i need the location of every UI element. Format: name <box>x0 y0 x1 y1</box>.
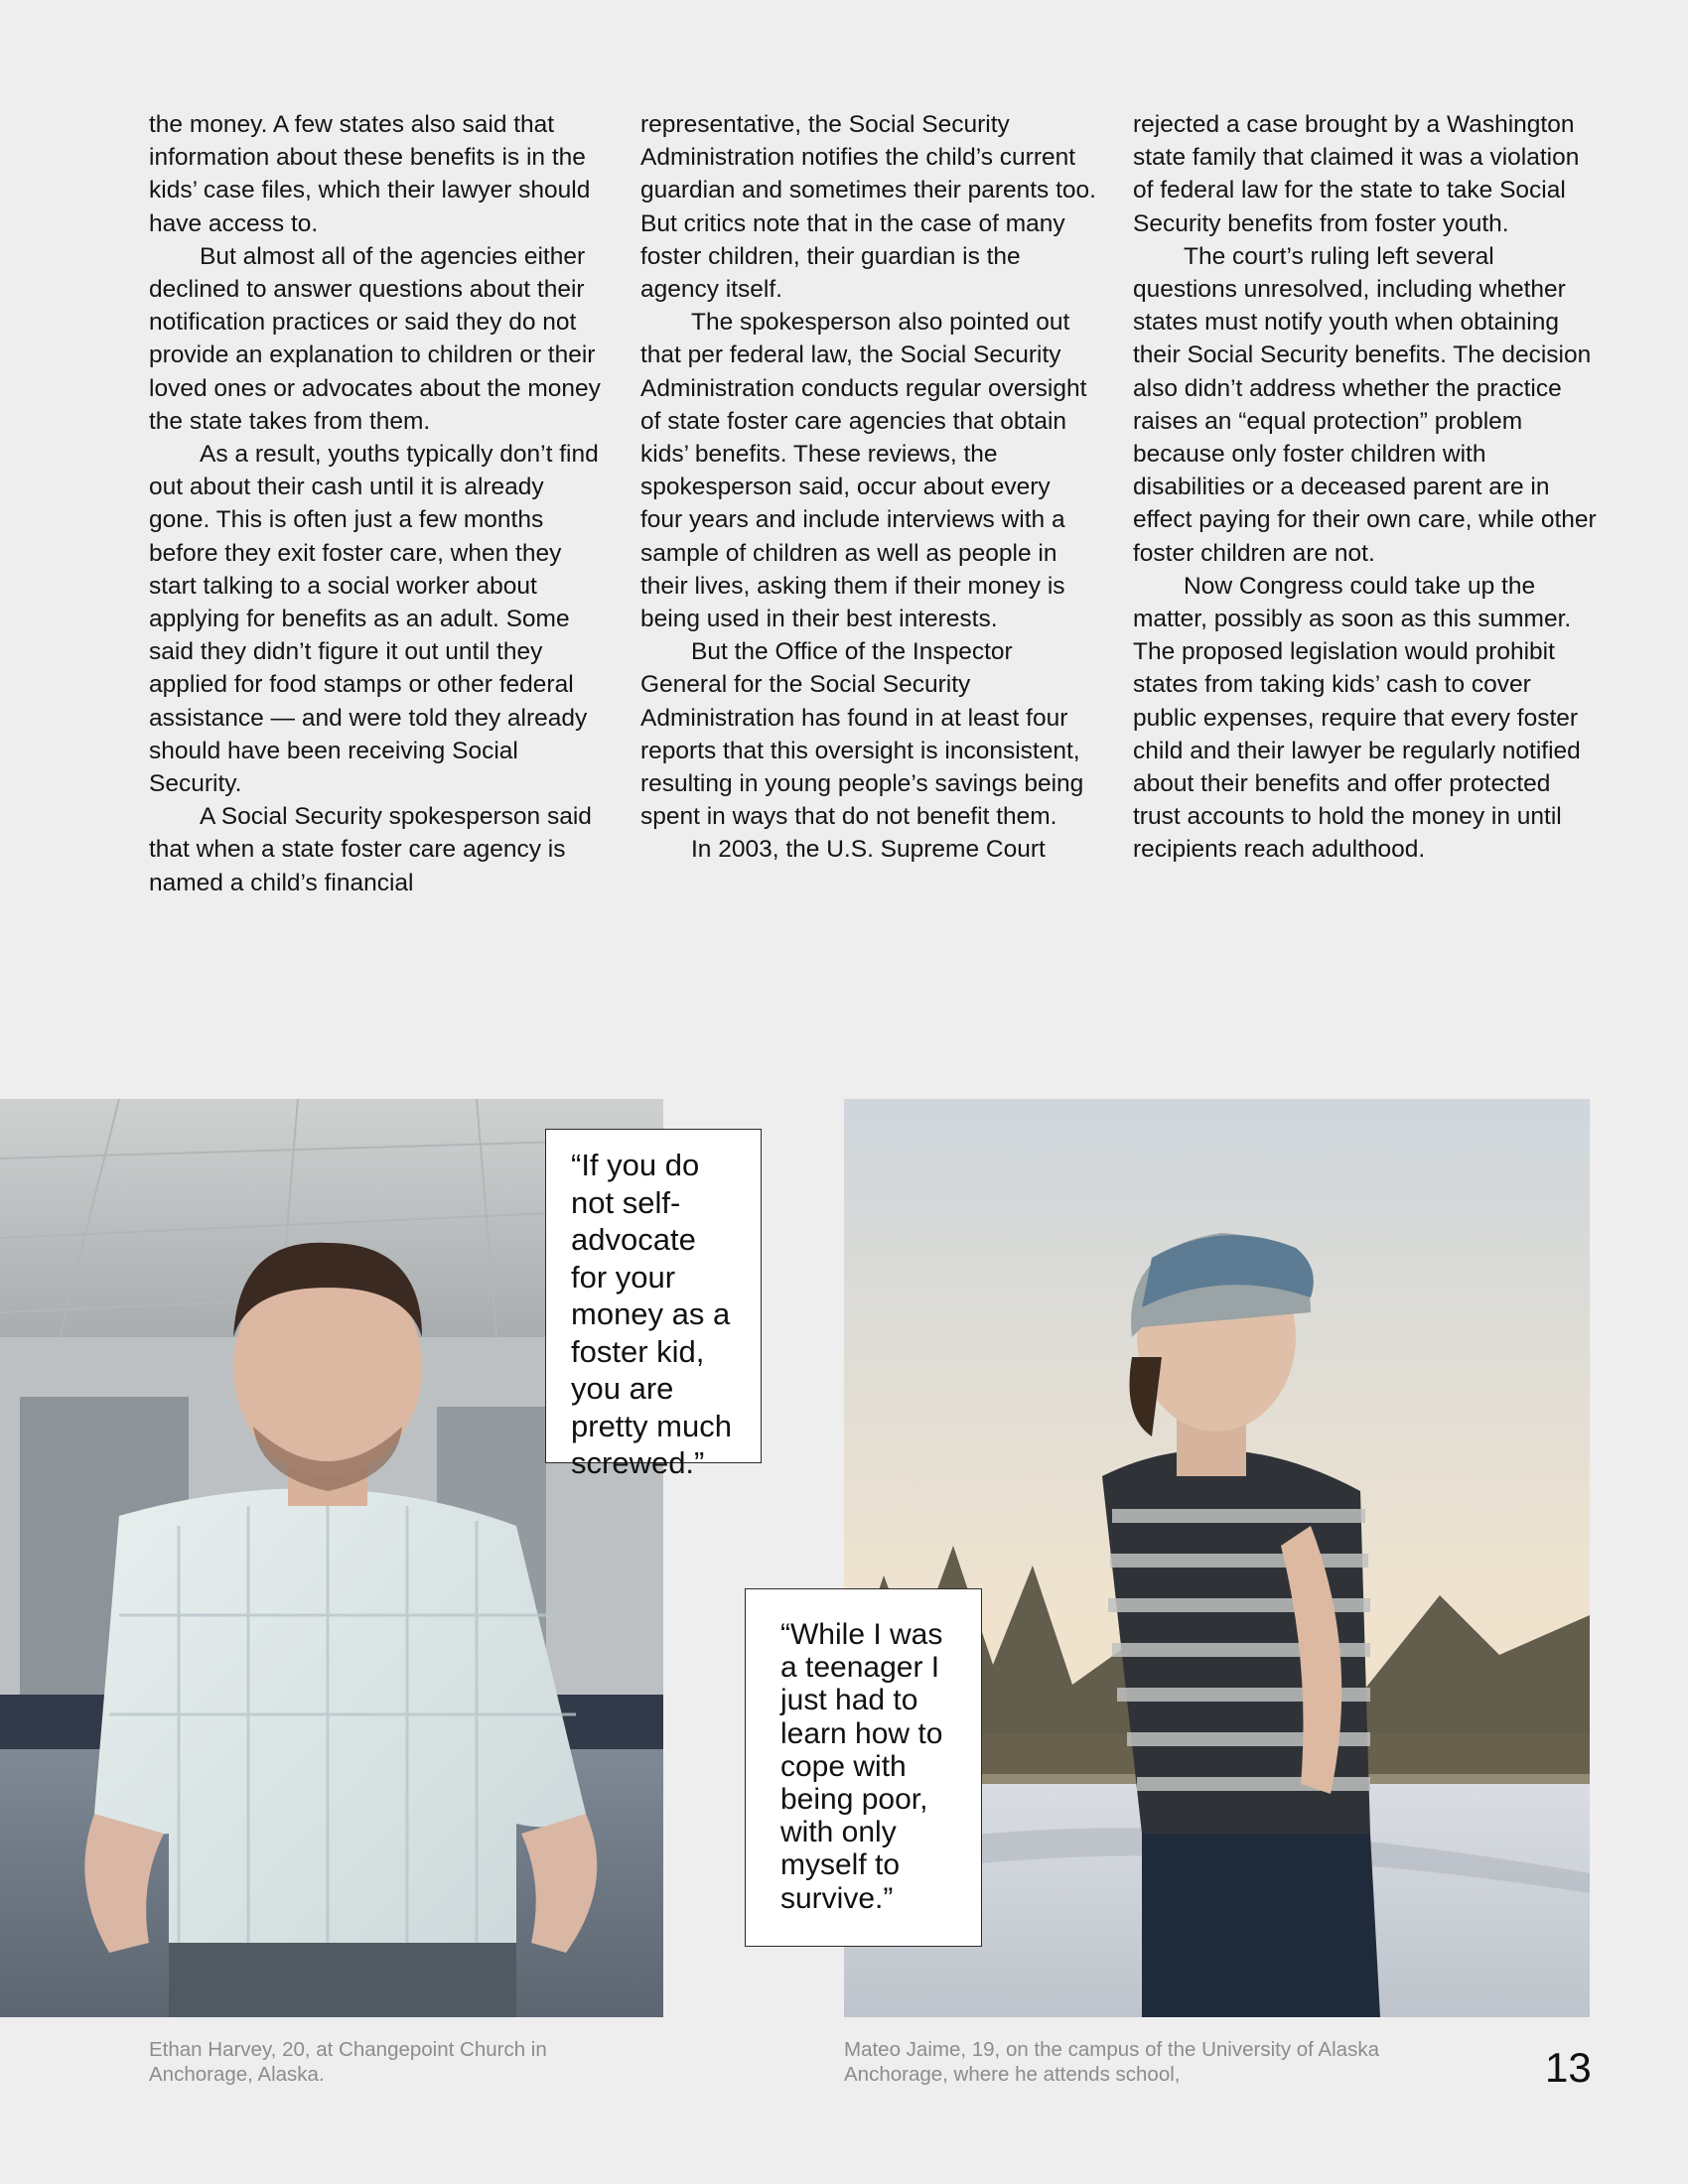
paragraph: representative, the Social Security Administration notifies the child’s current guardian and sometimes their parents too. But critics note that in the case of many foster children, their guardian is the agency itself. <box>640 111 1096 304</box>
paragraph: rejected a case brought by a Washington state family that claimed it was a violation of federal law for the state to take Social Security benefits from foster youth. <box>1133 111 1580 237</box>
paragraph: A Social Security spokesperson said that when a state foster care agency is named a child’s financial <box>149 803 592 896</box>
paragraph: the money. A few states also said that information about these benefits is in the kids’ case files, which their lawyer should have access to. <box>149 111 591 237</box>
photo-caption: Ethan Harvey, 20, at Changepoint Church in Anchorage, Alaska. <box>149 2038 547 2086</box>
paragraph: But the Office of the Inspector General for the Social Security Administration has found in at least four reports that this oversight is inconsistent, resulting in young people’s savings being spent in ways that do not benefit them. <box>640 638 1084 831</box>
page-number: 13 <box>1545 2044 1592 2091</box>
article-column-3 <box>1133 108 1600 867</box>
paragraph: The court’s ruling left several questions unresolved, including whether states must notify youth when obtaining their Social Security benefits. The decision also didn’t address whether the practice raises an “equal protection” problem because only foster children with disabilities or a deceased parent are in effect paying for their own care, while other foster children are not. <box>1133 242 1597 567</box>
pull-quote <box>745 1588 982 1947</box>
paragraph: But almost all of the agencies either declined to answer questions about their notification practices or said they do not provide an explanation to children or their loved ones or advocates about the money the state takes from them. <box>149 242 601 435</box>
paragraph: In 2003, the U.S. Supreme Court <box>691 836 1046 864</box>
pull-quote-text: “While I was a teenager I just had to learn how to cope with being poor, with only myself to survive.” <box>780 1618 943 1915</box>
photo-caption: Mateo Jaime, 19, on the campus of the University of Alaska Anchorage, where he attends school, <box>844 2038 1379 2086</box>
pull-quote <box>545 1129 762 1480</box>
article-column-2 <box>640 108 1097 867</box>
paragraph: Now Congress could take up the matter, possibly as soon as this summer. The proposed legislation would prohibit states from taking kids’ cash to cover public expenses, require that every foster child and their lawyer be regularly notified about their benefits and offer protected trust accounts to hold the money in until recipients reach adulthood. <box>1133 572 1581 864</box>
paragraph: As a result, youths typically don’t find out about their cash until it is already gone. This is often just a few months before they exit foster care, when they start talking to a social worker about applying for benefits as an adult. Some said they didn’t figure it out until they applied for food stamps or other federal assistance — and were told they already should have been receiving Social Security. <box>149 441 599 798</box>
article-column-1 <box>149 108 606 899</box>
pull-quote-text: “If you do not self-advocate for your money as a foster kid, you are pretty much screwed.” <box>571 1148 732 1480</box>
paragraph: The spokesperson also pointed out that per federal law, the Social Security Administration conducts regular oversight of state foster care agencies that obtain kids’ benefits. These reviews, the spokesperson said, occur about every four years and include interviews with a sample of children as well as people in their lives, asking them if their money is being used in their best interests. <box>640 309 1087 633</box>
